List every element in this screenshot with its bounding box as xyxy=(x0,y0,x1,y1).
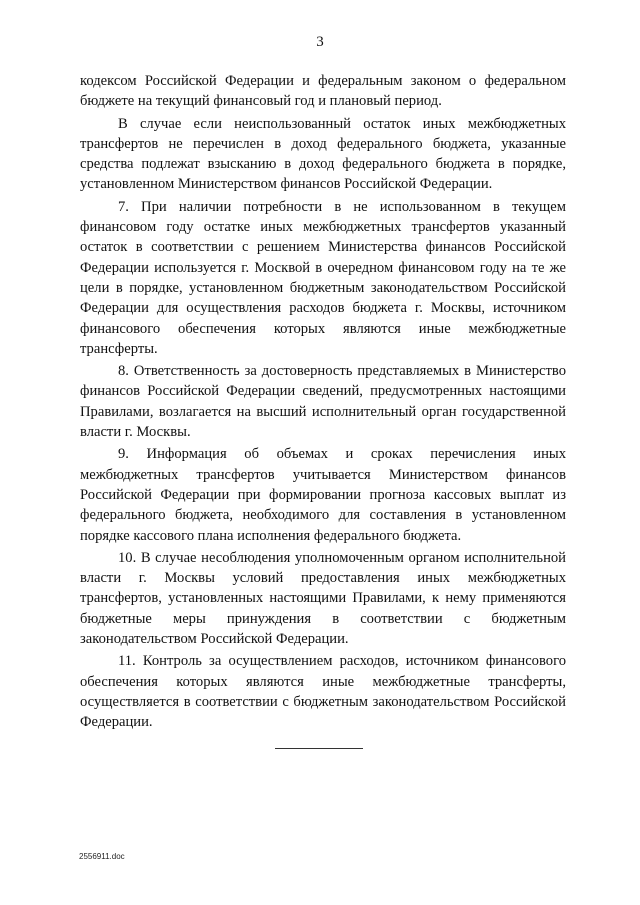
paragraph-item-10: 10. В случае несоблюдения уполномоченным органом исполнительной власти г. Москвы условий предоставления иных межбюджетных трансфертов, установленных настоящими Правилами, к нему применяются бюджетные меры принуждения в соответствии с бюджетным законодательством Российской Федерации. xyxy=(80,549,566,648)
paragraph-item-9: 9. Информация об объемах и сроках перечисления иных межбюджетных трансфертов учитывается Министерством финансов Российской Федерации при формировании прогноза кассовых выплат из федерального бюджета, необходимого для составления в установленном порядке кассового плана исполнения федерального бюджета. xyxy=(80,446,566,544)
footer-filename: 2556911.doc xyxy=(79,852,125,861)
page-number: 3 xyxy=(316,34,324,50)
end-divider-line xyxy=(275,748,363,749)
paragraph-item-7: 7. При наличии потребности в не использованном в текущем финансовом году остатке иных межбюджетных трансфертов указанный остаток в соответствии с решением Министерства финансов Российской Федерации используется г. Москвой в очередном финансовом году на те же цели в порядке, установленном бюджетным законодательством Российской Федерации для осуществления расходов бюджета г. Москвы, источником финансового обеспечения которых являются иные межбюджетные трансферты. xyxy=(80,198,566,357)
paragraph-item-8: 8. Ответственность за достоверность представляемых в Министерство финансов Российской Федерации сведений, предусмотренных настоящими Правилами, возлагается на высший исполнительный орган государственной власти г. Москвы. xyxy=(80,363,566,441)
paragraph-continuation: кодексом Российской Федерации и федеральным законом о федеральном бюджете на текущий финансовый год и плановый период. xyxy=(80,73,566,110)
paragraph-unused-balance: В случае если неиспользованный остаток иных межбюджетных трансфертов не перечислен в доход федерального бюджета, указанные средства подлежат взысканию в доход федерального бюджета в порядке, установленном Министерством финансов Российской Федерации. xyxy=(80,115,566,193)
paragraph-item-11: 11. Контроль за осуществлением расходов, источником финансового обеспечения которых являются иные межбюджетные трансферты, осуществляется в соответствии с бюджетным законодательством Российской Федерации. xyxy=(80,653,566,731)
document-body xyxy=(80,71,566,735)
